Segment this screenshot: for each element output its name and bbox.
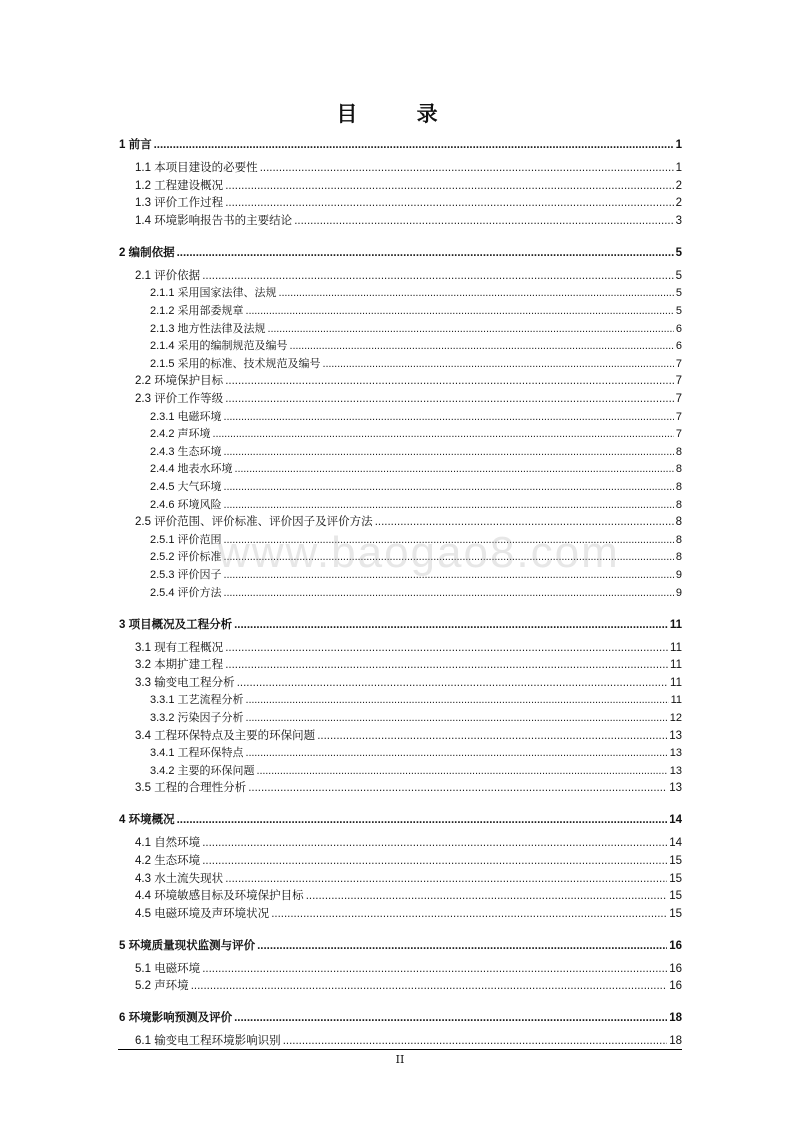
- toc-entry-title: 声环境: [154, 978, 189, 993]
- toc-entry-title: 工程环保特点: [177, 746, 244, 760]
- toc-dot-leader: [213, 427, 674, 442]
- toc-entry-page: 8: [675, 533, 682, 546]
- toc-dot-leader: [323, 357, 674, 372]
- toc-entry-title: 采用部委规章: [177, 304, 244, 317]
- toc-entry-level-2[interactable]: [135, 871, 682, 886]
- toc-dot-leader: [225, 872, 667, 887]
- toc-dot-leader: [246, 304, 674, 319]
- toc-dot-leader: [283, 1034, 668, 1049]
- toc-dot-leader: [154, 138, 674, 153]
- toc-entry-page: 11: [670, 694, 682, 707]
- toc-entry-title: 本项目建设的必要性: [154, 160, 258, 174]
- toc-entry-number: 2.1.3: [150, 322, 178, 335]
- toc-entry-level-2[interactable]: [135, 373, 682, 388]
- toc-entry-number: 1.4: [135, 214, 155, 227]
- toc-dot-leader: [177, 813, 668, 828]
- toc-entry-number: 2.4.4: [150, 463, 178, 476]
- toc-entry-title: 污染因子分析: [177, 711, 244, 724]
- toc-entry-title: 评价标准: [177, 550, 222, 564]
- toc-entry-number: 2.5.4: [150, 586, 178, 599]
- toc-entry-number: 5.2: [135, 980, 155, 993]
- toc-entry-title: 环境影响预测及评价: [128, 1012, 233, 1025]
- toc-entry-level-2[interactable]: [135, 961, 682, 976]
- toc-dot-leader: [235, 462, 674, 477]
- toc-entry-page: 13: [669, 747, 682, 760]
- toc-entry-page: 7: [675, 375, 682, 388]
- toc-entry-number: 3.3.1: [150, 694, 178, 707]
- toc-entry-number: 2.1.4: [150, 340, 178, 353]
- toc-entry-level-2[interactable]: [135, 657, 682, 672]
- toc-dot-leader: [294, 214, 673, 229]
- toc-entry-number: 6.1: [135, 1035, 155, 1048]
- toc-entry-number: 1.1: [135, 162, 155, 174]
- toc-entry-number: 3: [119, 618, 129, 631]
- toc-entry-number: 4.3: [135, 872, 155, 885]
- toc-entry-page: 6: [675, 340, 682, 353]
- toc-entry-level-2[interactable]: [135, 888, 682, 903]
- toc-entry-page: 18: [669, 1035, 682, 1048]
- toc-entry-number: 2: [119, 246, 129, 259]
- toc-entry-title: 编制依据: [128, 246, 175, 259]
- toc-entry-level-1[interactable]: [119, 618, 682, 633]
- toc-entry-page: 14: [669, 837, 682, 850]
- toc-entry-page: 18: [669, 1012, 682, 1025]
- toc-entry-page: 8: [675, 445, 682, 458]
- toc-entry-title: 环境风险: [177, 497, 222, 511]
- watermark: www.baogao8.com: [218, 528, 620, 577]
- toc-entry-level-3[interactable]: [150, 285, 682, 300]
- toc-entry-title: 环境概况: [128, 814, 175, 827]
- toc-entry-number: 3.4.2: [150, 764, 178, 777]
- toc-entry-level-3[interactable]: [150, 745, 682, 760]
- toc-dot-leader: [224, 410, 674, 425]
- toc-entry-level-2[interactable]: [135, 195, 682, 210]
- toc-entry-page: 2: [675, 179, 682, 192]
- toc-entry-page: 8: [675, 463, 682, 476]
- toc-entry-title: 输变电工程分析: [154, 674, 235, 689]
- toc-entry-number: 5.1: [135, 962, 155, 975]
- toc-dot-leader: [225, 374, 673, 389]
- toc-entry-title: 评价范围: [177, 532, 222, 546]
- toc-entry-page: 16: [669, 980, 682, 993]
- toc-dot-leader: [202, 854, 667, 869]
- toc-entry-number: 3.3.2: [150, 712, 178, 724]
- toc-entry-page: 2: [675, 197, 682, 210]
- toc-entry-page: 16: [669, 962, 682, 975]
- toc-entry-number: 6: [119, 1012, 129, 1025]
- toc-entry-level-2[interactable]: [135, 728, 682, 743]
- toc-entry-page: 11: [669, 618, 682, 631]
- toc-entry-number: 4.4: [135, 890, 155, 903]
- toc-entry-page: 15: [669, 890, 682, 903]
- toc-dot-leader: [225, 196, 673, 211]
- toc-entry-level-2[interactable]: [135, 906, 682, 921]
- toc-entry-level-3[interactable]: [150, 461, 682, 476]
- toc-entry-level-3[interactable]: [150, 497, 682, 512]
- toc-entry-title: 地表水环境: [177, 462, 233, 476]
- toc-entry-page: 13: [669, 729, 682, 742]
- toc-entry-level-2[interactable]: [135, 835, 682, 850]
- toc-entry-number: 4: [119, 814, 129, 827]
- toc-entry-page: 5: [675, 287, 682, 300]
- toc-entry-page: 3: [675, 214, 682, 227]
- toc-dot-leader: [202, 962, 667, 977]
- toc-dot-leader: [224, 445, 674, 460]
- toc-entry-number: 3.4.1: [150, 747, 178, 760]
- toc-entry-title: 环境敏感目标及环境保护目标: [154, 888, 304, 903]
- toc-entry-title: 采用国家法律、法规: [177, 286, 277, 300]
- toc-entry-page: 11: [670, 676, 682, 689]
- toc-entry-page: 7: [675, 393, 682, 405]
- toc-entry-title: 水土流失现状: [154, 870, 224, 885]
- toc-entry-title: 输变电工程环境影响识别: [154, 1033, 281, 1048]
- toc-entry-page: 13: [669, 782, 682, 795]
- toc-entry-level-2[interactable]: [135, 675, 682, 690]
- toc-entry-title: 评价方法: [177, 585, 222, 599]
- toc-entry-title: 地方性法律及法规: [177, 321, 266, 335]
- toc-entry-level-2[interactable]: [135, 213, 682, 228]
- toc-dot-leader: [246, 693, 669, 708]
- toc-entry-title: 项目概况及工程分析: [128, 618, 233, 631]
- toc-entry-level-3[interactable]: [150, 321, 682, 336]
- toc-entry-title: 采用的编制规范及编号: [177, 339, 288, 353]
- toc-dot-leader: [224, 586, 674, 601]
- toc-entry-title: 评价工作过程: [154, 195, 224, 210]
- toc-dot-leader: [202, 836, 667, 851]
- toc-entry-number: 5: [119, 939, 129, 952]
- toc-entry-title: 自然环境: [154, 835, 201, 850]
- toc-entry-page: 9: [675, 569, 682, 581]
- toc-entry-number: 4.5: [135, 907, 155, 920]
- toc-entry-number: 2.2: [135, 375, 155, 388]
- toc-entry-page: 8: [675, 481, 682, 493]
- toc-entry-level-2[interactable]: [135, 178, 682, 193]
- toc-dot-leader: [317, 729, 667, 744]
- toc-entry-title: 评价工作等级: [154, 391, 224, 405]
- toc-entry-title: 工程的合理性分析: [154, 780, 247, 795]
- toc-entry-page: 13: [669, 764, 682, 777]
- toc-entry-title: 环境影响报告书的主要结论: [154, 212, 293, 227]
- toc-entry-title: 环境保护目标: [154, 373, 224, 388]
- toc-entry-page: 7: [675, 357, 682, 370]
- toc-entry-number: 1.3: [135, 197, 155, 210]
- toc-entry-number: 2.5.2: [150, 551, 178, 564]
- toc-entry-page: 14: [669, 814, 682, 827]
- toc-entry-page: 7: [675, 428, 682, 441]
- toc-entry-level-3[interactable]: [150, 692, 682, 707]
- toc-entry-level-1[interactable]: [119, 246, 682, 261]
- toc-entry-title: 前言: [128, 139, 152, 151]
- toc-entry-title: 主要的环保问题: [177, 763, 255, 777]
- toc-dot-leader: [225, 179, 673, 194]
- toc-entry-number: 2.1.5: [150, 357, 178, 370]
- toc-entry-title: 采用的标准、技术规范及编号: [177, 356, 321, 370]
- toc-entry-title: 评价依据: [154, 267, 201, 282]
- toc-dot-leader: [279, 286, 674, 301]
- toc-dot-leader: [224, 498, 674, 513]
- toc-dot-leader: [177, 246, 674, 261]
- toc-dot-leader: [268, 322, 674, 337]
- toc-entry-level-3[interactable]: [150, 585, 682, 600]
- toc-entry-title: 工程建设概况: [154, 177, 224, 192]
- toc-entry-page: 5: [675, 269, 682, 282]
- toc-dot-leader: [191, 979, 668, 994]
- toc-entry-title: 电磁环境: [177, 409, 222, 423]
- toc-entry-number: 2.3.1: [150, 410, 178, 423]
- toc-dot-leader: [225, 658, 668, 673]
- toc-entry-title: 评价范围、评价标准、评价因子及评价方法: [154, 514, 373, 529]
- toc-dot-leader: [271, 907, 667, 922]
- toc-entry-level-2[interactable]: [135, 853, 682, 868]
- toc-dot-leader: [225, 392, 673, 407]
- toc-entry-title: 本期扩建工程: [154, 657, 224, 672]
- toc-entry-level-3[interactable]: [150, 356, 682, 371]
- toc-entry-page: 5: [675, 246, 682, 259]
- toc-entry-level-3[interactable]: [150, 444, 682, 459]
- toc-entry-number: 2.4.3: [150, 445, 178, 458]
- toc-dot-leader: [234, 618, 668, 633]
- toc-entry-page: 15: [669, 872, 682, 885]
- footer-divider: [118, 1049, 682, 1050]
- toc-entry-level-3[interactable]: [150, 303, 682, 318]
- toc-entry-level-2[interactable]: [135, 268, 682, 283]
- toc-entry-title: 生态环境: [154, 853, 201, 867]
- toc-entry-page: 5: [675, 305, 682, 317]
- toc-entry-title: 电磁环境及声环境状况: [154, 905, 270, 920]
- toc-entry-number: 1: [119, 139, 129, 151]
- toc-entry-title: 现有工程概况: [154, 639, 224, 654]
- toc-entry-title: 大气环境: [177, 480, 222, 493]
- page-title: 目 录: [336, 101, 464, 126]
- toc-entry-level-1[interactable]: [119, 138, 682, 153]
- toc-entry-number: 2.3: [135, 393, 155, 405]
- toc-entry-level-2[interactable]: [135, 391, 682, 406]
- toc-entry-level-2[interactable]: [135, 640, 682, 655]
- toc-entry-level-2[interactable]: [135, 780, 682, 795]
- toc-entry-page: 11: [670, 659, 682, 672]
- toc-entry-level-2[interactable]: [135, 1033, 682, 1048]
- toc-dot-leader: [225, 641, 668, 656]
- toc-entry-number: 3.2: [135, 659, 155, 672]
- toc-entry-page: 8: [675, 498, 682, 511]
- toc-entry-page: 1: [675, 162, 682, 174]
- toc-entry-number: 3.4: [135, 729, 155, 742]
- toc-entry-level-2[interactable]: [135, 160, 682, 175]
- toc-entry-title: 生态环境: [177, 444, 222, 458]
- toc-entry-level-2[interactable]: [135, 514, 682, 529]
- toc-entry-page: 1: [675, 139, 682, 151]
- toc-entry-title: 声环境: [177, 427, 211, 441]
- toc-entry-number: 2.5.3: [150, 569, 178, 581]
- toc-entry-number: 2.4.2: [150, 428, 178, 441]
- toc-entry-title: 环境质量现状监测与评价: [128, 939, 256, 952]
- toc-dot-leader: [224, 480, 674, 495]
- toc-entry-level-1[interactable]: [119, 813, 682, 828]
- toc-entry-number: 4.1: [135, 837, 155, 850]
- toc-entry-page: 15: [669, 855, 682, 867]
- toc-entry-number: 2.4.5: [150, 481, 178, 493]
- toc-entry-level-3[interactable]: [150, 710, 682, 725]
- toc-dot-leader: [202, 269, 673, 284]
- toc-entry-level-1[interactable]: [119, 939, 682, 954]
- toc-entry-level-3[interactable]: [150, 479, 682, 494]
- toc-entry-number: 2.1.1: [150, 287, 178, 300]
- toc-entry-number: 3.1: [135, 641, 155, 654]
- toc-entry-page: 12: [669, 712, 682, 724]
- toc-entry-page: 9: [675, 586, 682, 599]
- toc-entry-page: 8: [675, 551, 682, 564]
- toc-entry-number: 3.5: [135, 782, 155, 795]
- toc-entry-level-2[interactable]: [135, 978, 682, 993]
- toc-entry-number: 2.5: [135, 516, 155, 529]
- toc-entry-page: 8: [675, 516, 682, 529]
- toc-entry-page: 6: [675, 322, 682, 335]
- toc-entry-level-3[interactable]: [150, 426, 682, 441]
- toc-dot-leader: [306, 889, 668, 904]
- toc-entry-number: 2.1.2: [150, 305, 178, 317]
- toc-entry-page: 7: [675, 410, 682, 423]
- toc-entry-level-1[interactable]: [119, 1011, 682, 1026]
- toc-entry-number: 1.2: [135, 179, 155, 192]
- toc-dot-leader: [248, 781, 667, 796]
- page-number: II: [395, 1053, 405, 1066]
- toc-entry-page: 11: [670, 641, 682, 654]
- toc-dot-leader: [234, 1011, 667, 1026]
- toc-dot-leader: [290, 339, 674, 354]
- toc-entry-title: 工艺流程分析: [177, 693, 244, 707]
- toc-entry-title: 工程环保特点及主要的环保问题: [154, 727, 316, 742]
- toc-entry-title: 评价因子: [177, 568, 222, 581]
- toc-entry-level-3[interactable]: [150, 763, 682, 778]
- toc-entry-number: 4.2: [135, 855, 155, 867]
- toc-dot-leader: [257, 939, 667, 954]
- toc-entry-title: 电磁环境: [154, 960, 201, 975]
- toc-dot-leader: [246, 711, 668, 726]
- toc-entry-level-3[interactable]: [150, 338, 682, 353]
- toc-entry-number: 2.5.1: [150, 533, 178, 546]
- toc-entry-level-3[interactable]: [150, 409, 682, 424]
- toc-entry-page: 16: [669, 939, 682, 952]
- toc-dot-leader: [257, 764, 668, 779]
- toc-entry-number: 2.1: [135, 269, 155, 282]
- toc-dot-leader: [260, 161, 674, 176]
- toc-entry-number: 3.3: [135, 676, 155, 689]
- toc-entry-number: 2.4.6: [150, 498, 178, 511]
- toc-dot-leader: [237, 676, 668, 691]
- toc-entry-page: 15: [669, 907, 682, 920]
- toc-dot-leader: [246, 746, 668, 761]
